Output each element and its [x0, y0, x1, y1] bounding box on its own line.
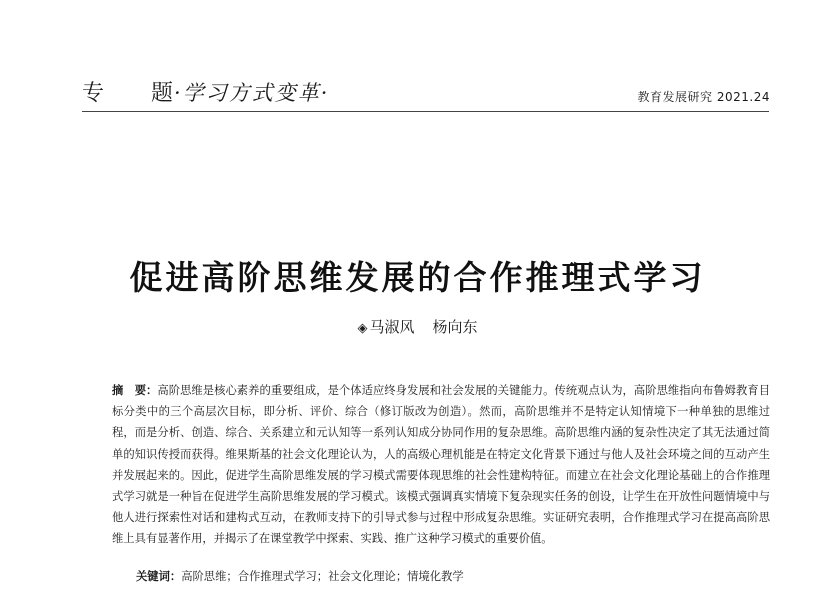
header-divider: [82, 111, 769, 112]
author-2: 杨向东: [432, 318, 478, 336]
column-char-2: 题: [151, 81, 175, 106]
article-title: 促进高阶思维发展的合作推理式学习: [129, 258, 706, 297]
keywords-text: 高阶思维；合作推理式学习；社会文化理论；情境化教学: [181, 570, 464, 583]
author-1: 马淑风: [369, 318, 415, 336]
abstract-label: 摘 要：: [112, 384, 158, 397]
column-heading: [82, 76, 329, 107]
journal-issue: 教育发展研究 2021.24: [637, 90, 770, 104]
author-line: [0, 316, 835, 337]
keywords: [136, 568, 464, 584]
column-subtitle: ·学习方式变革·: [174, 81, 330, 105]
abstract: [112, 380, 770, 550]
keywords-label: 关键词：: [136, 570, 182, 583]
column-char-1: 专: [82, 81, 106, 106]
author-marker-icon: ◈: [357, 321, 368, 336]
abstract-text: 高阶思维是核心素养的重要组成，是个体适应终身发展和社会发展的关键能力。传统观点认为，高阶思维指向布鲁姆教育目标分类中的三个高层次目标，即分析、评价、综合（修订版改为创造）。然而，高阶思维并不是特定认知情境下一种单独的思维过程，而是分析、创造、综合、关系建立和元认知等一系列认知成分协同作用的复杂思维。高阶思维内涵的复杂性决定了其无法通过简单的知识传授而获得。维果斯基的社会文化理论认为，人的高级心理机能是在特定文化背景下通过与他人及社会环境之间的互动产生并发展起来的。因此，促进学生高阶思维发展的学习模式需要体现思维的社会性建构特征。而建立在社会文化理论基础上的合作推理式学习就是一种旨在促进学生高阶思维发展的学习模式。该模式强调真实情境下复杂现实任务的创设，让学生在开放性问题情境中与他人进行探索性对话和建构式互动，在教师支持下的引导式参与过程中形成复杂思维。实证研究表明，合作推理式学习在提高高阶思维上具有显著作用，并揭示了在课堂教学中探索、实践、推广这种学习模式的重要价值。: [112, 384, 770, 546]
